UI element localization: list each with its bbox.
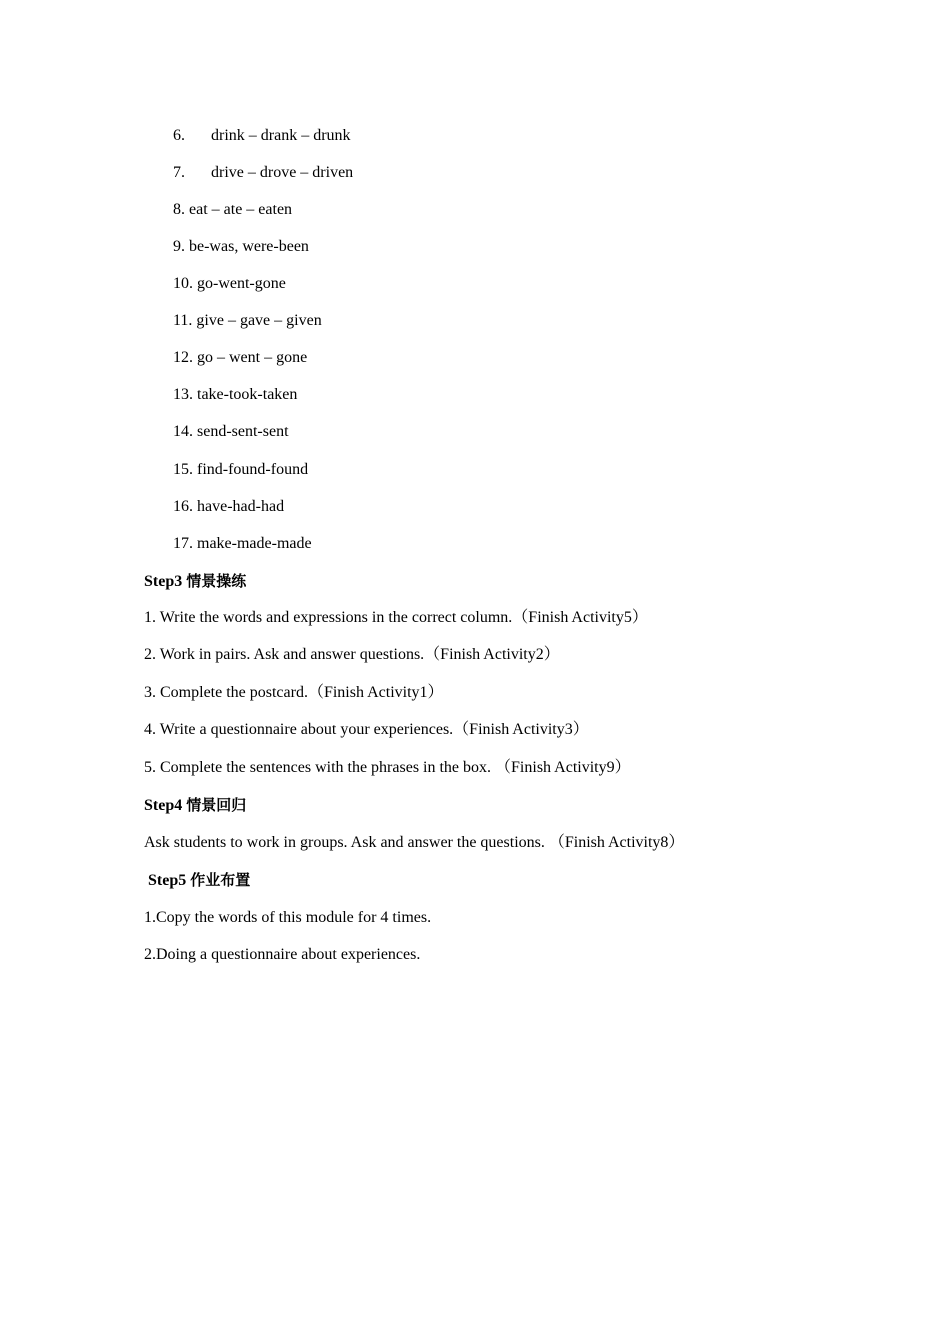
list-number: 6.	[173, 127, 185, 144]
step3-item: 3. Complete the postcard.（Finish Activity1）	[144, 684, 444, 701]
verb-list-item: 16. have-had-had	[173, 498, 285, 515]
step4-heading	[144, 795, 246, 816]
list-text: drive – drove – driven	[211, 164, 354, 181]
verb-list-item: 11. give – gave – given	[173, 312, 322, 329]
step5-heading	[148, 870, 250, 891]
step-title: 情景操练	[186, 572, 247, 590]
step3-heading	[144, 571, 246, 592]
step4-item: Ask students to work in groups. Ask and answer the questions. （Finish Activity8）	[144, 834, 685, 851]
list-text: drink – drank – drunk	[211, 127, 351, 144]
verb-list-item: 12. go – went – gone	[173, 349, 308, 366]
verb-list-item: 9. be-was, were-been	[173, 238, 309, 255]
verb-list-item	[173, 126, 351, 146]
step3-item: 4. Write a questionnaire about your experiences.（Finish Activity3）	[144, 721, 589, 738]
step-label: Step5	[148, 872, 187, 889]
verb-list-item: 10. go-went-gone	[173, 275, 286, 292]
list-number: 7.	[173, 164, 185, 181]
verb-list-item: 13. take-took-taken	[173, 386, 298, 403]
step3-item: 5. Complete the sentences with the phrases in the box. （Finish Activity9）	[144, 759, 631, 776]
verb-list-item	[173, 163, 353, 183]
verb-list-item: 8. eat – ate – eaten	[173, 201, 293, 218]
step3-item: 1. Write the words and expressions in the correct column.（Finish Activity5）	[144, 609, 648, 626]
step-title: 作业布置	[190, 871, 251, 889]
verb-list-item: 14. send-sent-sent	[173, 423, 289, 440]
step5-item: 2.Doing a questionnaire about experiences.	[144, 946, 421, 963]
verb-list-item: 15. find-found-found	[173, 461, 309, 478]
step3-item: 2. Work in pairs. Ask and answer questions.（Finish Activity2）	[144, 646, 560, 663]
step-label: Step3	[144, 573, 183, 590]
step-title: 情景回归	[186, 796, 247, 814]
verb-list-item: 17. make-made-made	[173, 535, 312, 552]
step5-item: 1.Copy the words of this module for 4 times.	[144, 909, 432, 926]
step-label: Step4	[144, 797, 183, 814]
